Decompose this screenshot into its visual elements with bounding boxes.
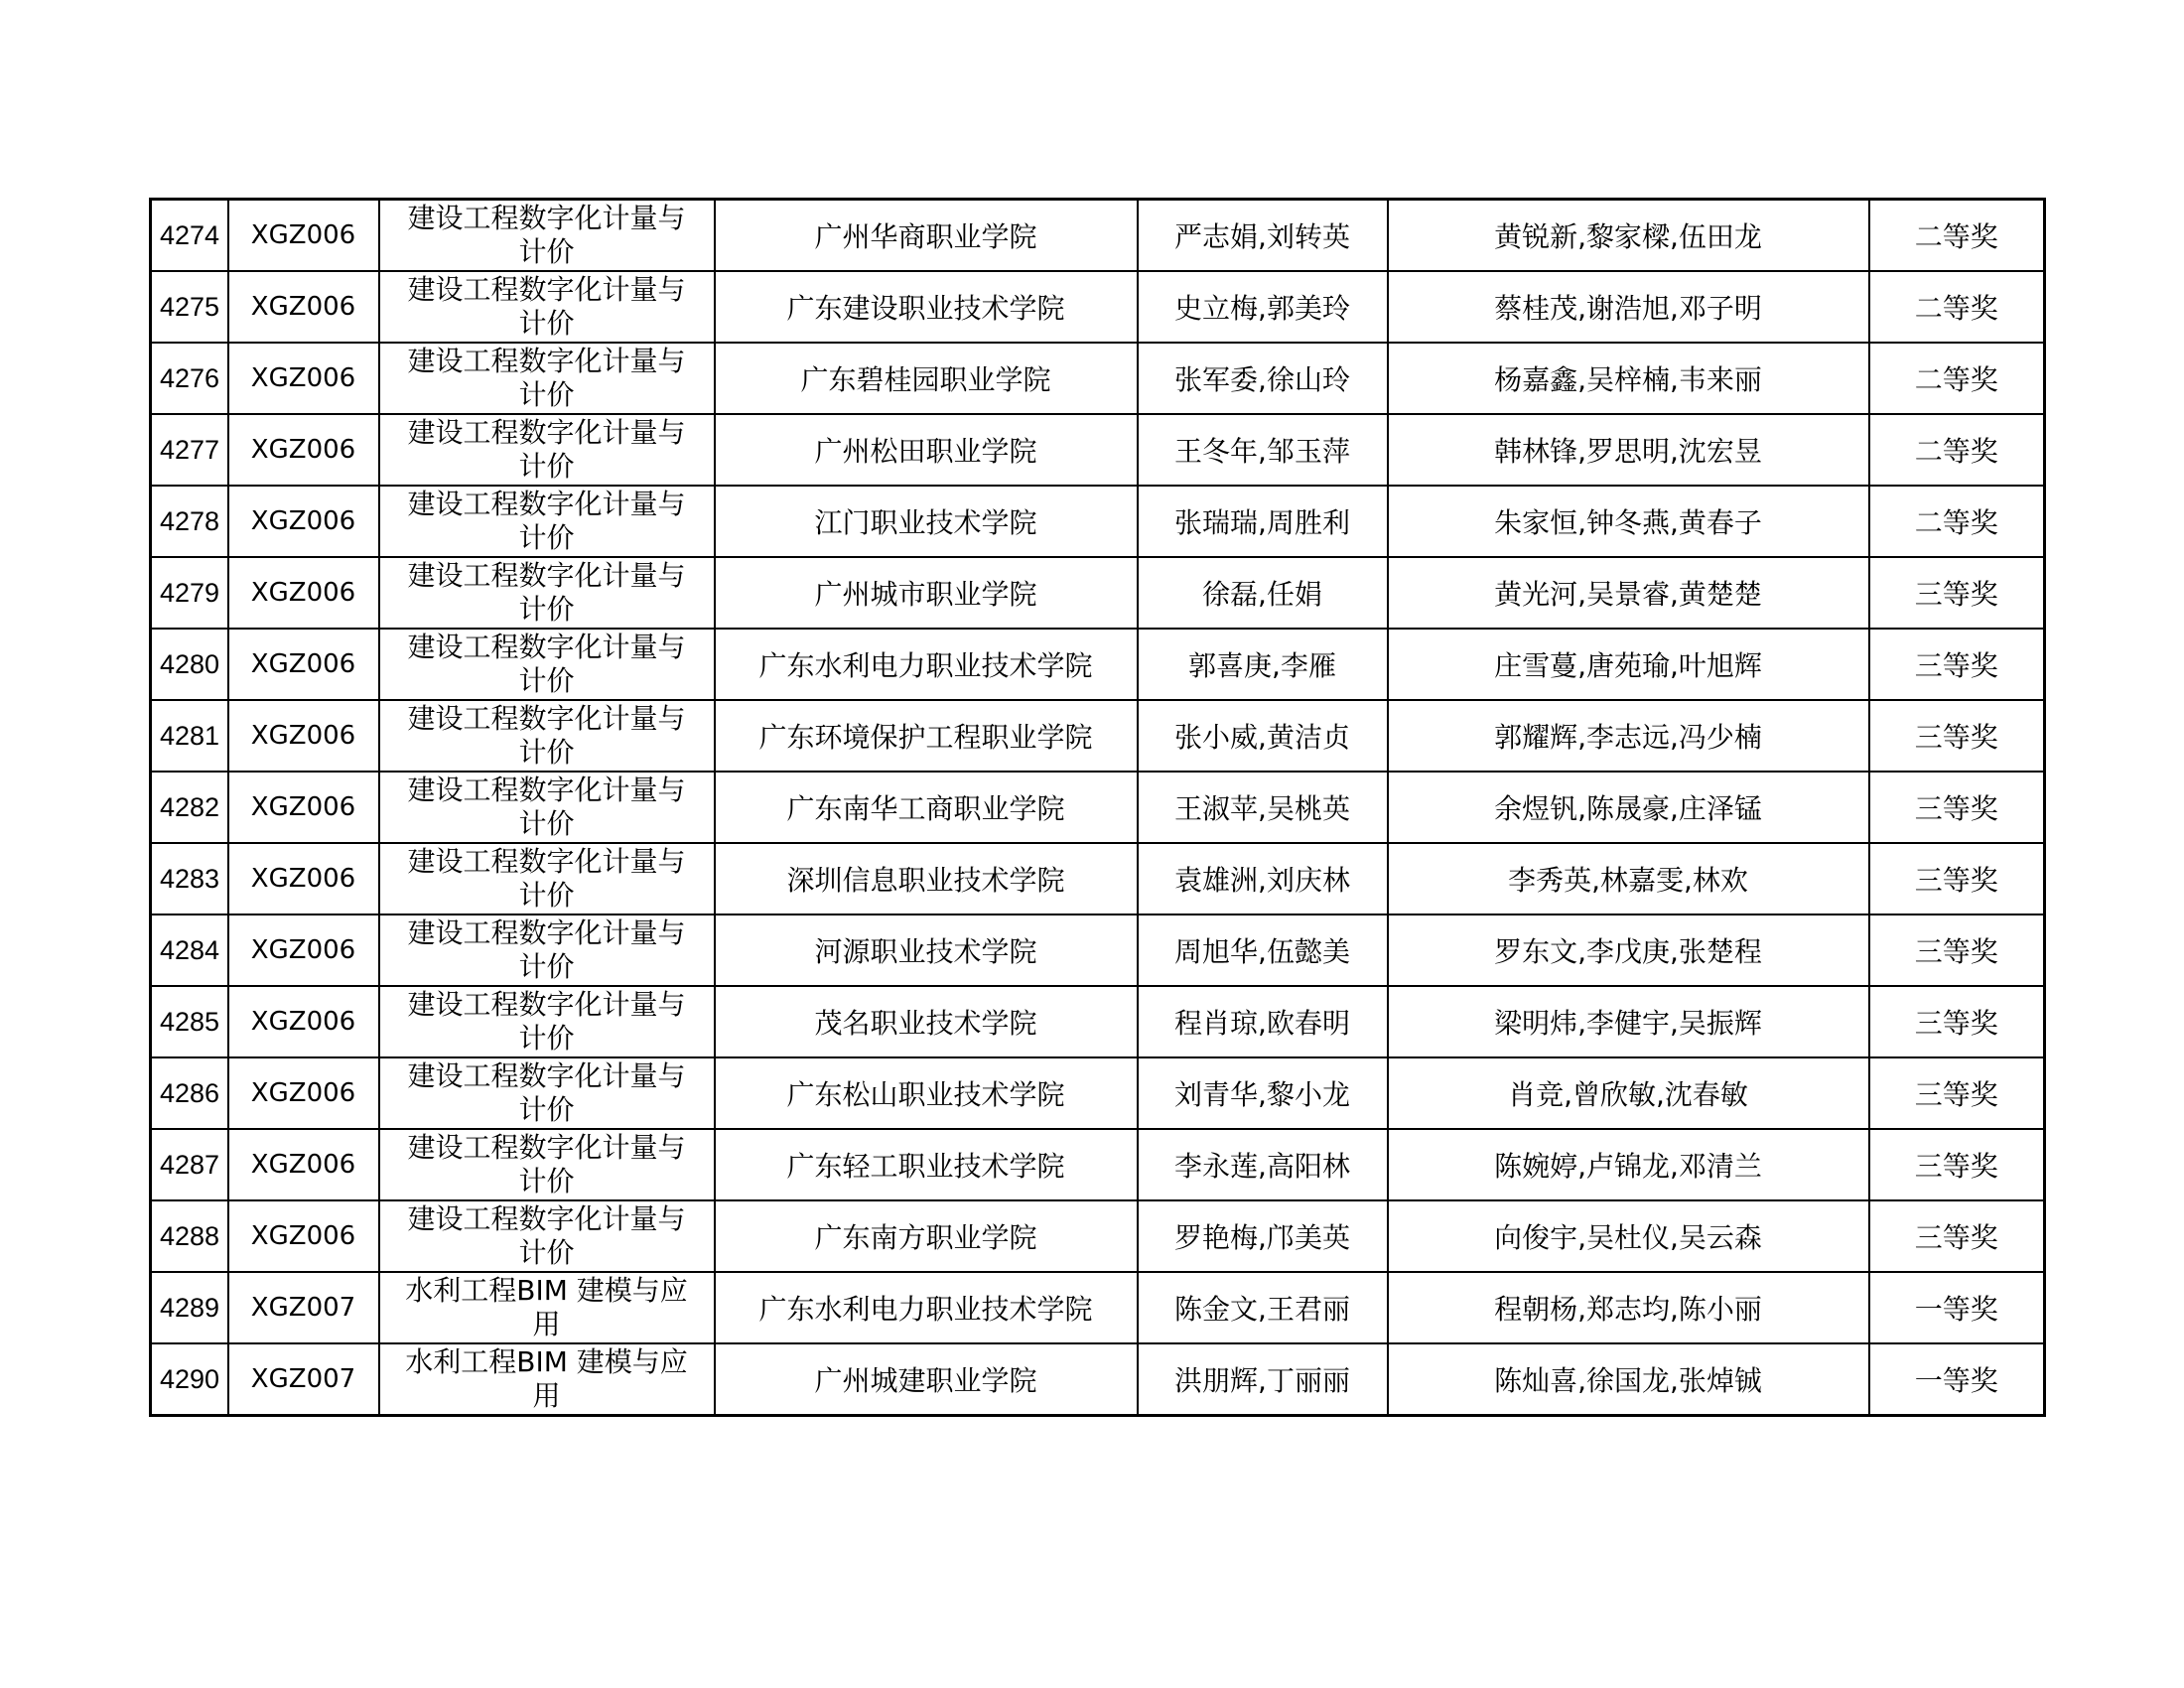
school-name-cell: 广东水利电力职业技术学院 bbox=[715, 1272, 1138, 1343]
teacher-names-cell: 徐磊,任娟 bbox=[1138, 557, 1388, 629]
school-name-cell: 广州松田职业学院 bbox=[715, 414, 1138, 486]
project-name-cell: 建设工程数字化计量与 计价 bbox=[379, 200, 715, 272]
competition-code-cell: XGZ006 bbox=[228, 700, 379, 772]
table-row bbox=[151, 557, 2045, 629]
row-number-cell: 4286 bbox=[151, 1057, 228, 1129]
row-number-cell: 4274 bbox=[151, 200, 228, 272]
teacher-names-cell: 史立梅,郭美玲 bbox=[1138, 271, 1388, 343]
student-names-cell: 庄雪蔓,唐苑瑜,叶旭辉 bbox=[1388, 629, 1869, 700]
project-name-cell: 建设工程数字化计量与 计价 bbox=[379, 629, 715, 700]
teacher-names-cell: 李永莲,高阳林 bbox=[1138, 1129, 1388, 1200]
row-number-cell: 4275 bbox=[151, 271, 228, 343]
award-level-cell: 三等奖 bbox=[1869, 1129, 2045, 1200]
row-number-cell: 4288 bbox=[151, 1200, 228, 1272]
row-number-cell: 4281 bbox=[151, 700, 228, 772]
competition-code-cell: XGZ006 bbox=[228, 343, 379, 414]
school-name-cell: 广东环境保护工程职业学院 bbox=[715, 700, 1138, 772]
teacher-names-cell: 张小威,黄洁贞 bbox=[1138, 700, 1388, 772]
teacher-names-cell: 洪朋辉,丁丽丽 bbox=[1138, 1343, 1388, 1416]
competition-code-cell: XGZ006 bbox=[228, 1129, 379, 1200]
student-names-cell: 肖竞,曾欣敏,沈春敏 bbox=[1388, 1057, 1869, 1129]
competition-code-cell: XGZ006 bbox=[228, 200, 379, 272]
award-level-cell: 一等奖 bbox=[1869, 1343, 2045, 1416]
row-number-cell: 4282 bbox=[151, 772, 228, 843]
student-names-cell: 陈婉婷,卢锦龙,邓清兰 bbox=[1388, 1129, 1869, 1200]
award-results-table bbox=[149, 198, 2046, 1417]
row-number-cell: 4280 bbox=[151, 629, 228, 700]
row-number-cell: 4290 bbox=[151, 1343, 228, 1416]
award-level-cell: 三等奖 bbox=[1869, 557, 2045, 629]
project-name-cell: 建设工程数字化计量与 计价 bbox=[379, 772, 715, 843]
project-name-cell: 建设工程数字化计量与 计价 bbox=[379, 700, 715, 772]
competition-code-cell: XGZ006 bbox=[228, 843, 379, 914]
school-name-cell: 广州华商职业学院 bbox=[715, 200, 1138, 272]
school-name-cell: 广州城市职业学院 bbox=[715, 557, 1138, 629]
teacher-names-cell: 王淑苹,吴桃英 bbox=[1138, 772, 1388, 843]
school-name-cell: 广东建设职业技术学院 bbox=[715, 271, 1138, 343]
row-number-cell: 4277 bbox=[151, 414, 228, 486]
teacher-names-cell: 罗艳梅,邝美英 bbox=[1138, 1200, 1388, 1272]
table-row bbox=[151, 271, 2045, 343]
project-name-cell: 建设工程数字化计量与 计价 bbox=[379, 1129, 715, 1200]
award-level-cell: 二等奖 bbox=[1869, 486, 2045, 557]
school-name-cell: 江门职业技术学院 bbox=[715, 486, 1138, 557]
row-number-cell: 4283 bbox=[151, 843, 228, 914]
table-row bbox=[151, 843, 2045, 914]
project-name-cell: 建设工程数字化计量与 计价 bbox=[379, 986, 715, 1057]
award-level-cell: 一等奖 bbox=[1869, 1272, 2045, 1343]
project-name-cell: 建设工程数字化计量与 计价 bbox=[379, 343, 715, 414]
row-number-cell: 4289 bbox=[151, 1272, 228, 1343]
award-level-cell: 三等奖 bbox=[1869, 772, 2045, 843]
table-row bbox=[151, 629, 2045, 700]
student-names-cell: 黄光河,吴景睿,黄楚楚 bbox=[1388, 557, 1869, 629]
competition-code-cell: XGZ006 bbox=[228, 772, 379, 843]
competition-code-cell: XGZ006 bbox=[228, 486, 379, 557]
table-row bbox=[151, 1057, 2045, 1129]
project-name-cell: 建设工程数字化计量与 计价 bbox=[379, 1200, 715, 1272]
school-name-cell: 广东碧桂园职业学院 bbox=[715, 343, 1138, 414]
competition-code-cell: XGZ006 bbox=[228, 1057, 379, 1129]
project-name-cell: 建设工程数字化计量与 计价 bbox=[379, 557, 715, 629]
school-name-cell: 深圳信息职业技术学院 bbox=[715, 843, 1138, 914]
table-row bbox=[151, 200, 2045, 272]
project-name-cell: 建设工程数字化计量与 计价 bbox=[379, 1057, 715, 1129]
table-row bbox=[151, 772, 2045, 843]
row-number-cell: 4285 bbox=[151, 986, 228, 1057]
competition-code-cell: XGZ006 bbox=[228, 986, 379, 1057]
teacher-names-cell: 周旭华,伍懿美 bbox=[1138, 914, 1388, 986]
teacher-names-cell: 程肖琼,欧春明 bbox=[1138, 986, 1388, 1057]
student-names-cell: 李秀英,林嘉雯,林欢 bbox=[1388, 843, 1869, 914]
competition-code-cell: XGZ006 bbox=[228, 914, 379, 986]
teacher-names-cell: 王冬年,邹玉萍 bbox=[1138, 414, 1388, 486]
teacher-names-cell: 陈金文,王君丽 bbox=[1138, 1272, 1388, 1343]
award-level-cell: 三等奖 bbox=[1869, 914, 2045, 986]
teacher-names-cell: 严志娟,刘转英 bbox=[1138, 200, 1388, 272]
school-name-cell: 广东轻工职业技术学院 bbox=[715, 1129, 1138, 1200]
project-name-cell: 水利工程BIM 建模与应 用 bbox=[379, 1272, 715, 1343]
student-names-cell: 朱家恒,钟冬燕,黄春子 bbox=[1388, 486, 1869, 557]
school-name-cell: 广州城建职业学院 bbox=[715, 1343, 1138, 1416]
table-body bbox=[151, 200, 2045, 1416]
school-name-cell: 广东南方职业学院 bbox=[715, 1200, 1138, 1272]
table-row bbox=[151, 414, 2045, 486]
competition-code-cell: XGZ006 bbox=[228, 1200, 379, 1272]
school-name-cell: 广东南华工商职业学院 bbox=[715, 772, 1138, 843]
student-names-cell: 蔡桂茂,谢浩旭,邓子明 bbox=[1388, 271, 1869, 343]
teacher-names-cell: 张瑞瑞,周胜利 bbox=[1138, 486, 1388, 557]
award-level-cell: 三等奖 bbox=[1869, 1200, 2045, 1272]
row-number-cell: 4284 bbox=[151, 914, 228, 986]
school-name-cell: 广东松山职业技术学院 bbox=[715, 1057, 1138, 1129]
table-row bbox=[151, 1343, 2045, 1416]
project-name-cell: 建设工程数字化计量与 计价 bbox=[379, 843, 715, 914]
student-names-cell: 杨嘉鑫,吴梓楠,韦来丽 bbox=[1388, 343, 1869, 414]
award-level-cell: 三等奖 bbox=[1869, 700, 2045, 772]
competition-code-cell: XGZ007 bbox=[228, 1272, 379, 1343]
table-row bbox=[151, 486, 2045, 557]
teacher-names-cell: 郭喜庚,李雁 bbox=[1138, 629, 1388, 700]
award-level-cell: 三等奖 bbox=[1869, 843, 2045, 914]
student-names-cell: 陈灿喜,徐国龙,张焯铖 bbox=[1388, 1343, 1869, 1416]
row-number-cell: 4278 bbox=[151, 486, 228, 557]
project-name-cell: 建设工程数字化计量与 计价 bbox=[379, 486, 715, 557]
award-level-cell: 二等奖 bbox=[1869, 200, 2045, 272]
competition-code-cell: XGZ006 bbox=[228, 271, 379, 343]
row-number-cell: 4276 bbox=[151, 343, 228, 414]
table-row bbox=[151, 343, 2045, 414]
competition-code-cell: XGZ006 bbox=[228, 414, 379, 486]
row-number-cell: 4287 bbox=[151, 1129, 228, 1200]
table-row bbox=[151, 1129, 2045, 1200]
teacher-names-cell: 袁雄洲,刘庆林 bbox=[1138, 843, 1388, 914]
student-names-cell: 韩林锋,罗思明,沈宏昱 bbox=[1388, 414, 1869, 486]
school-name-cell: 广东水利电力职业技术学院 bbox=[715, 629, 1138, 700]
table-row bbox=[151, 986, 2045, 1057]
project-name-cell: 建设工程数字化计量与 计价 bbox=[379, 914, 715, 986]
award-level-cell: 二等奖 bbox=[1869, 414, 2045, 486]
project-name-cell: 建设工程数字化计量与 计价 bbox=[379, 414, 715, 486]
student-names-cell: 郭耀辉,李志远,冯少楠 bbox=[1388, 700, 1869, 772]
teacher-names-cell: 刘青华,黎小龙 bbox=[1138, 1057, 1388, 1129]
teacher-names-cell: 张军委,徐山玲 bbox=[1138, 343, 1388, 414]
project-name-cell: 水利工程BIM 建模与应 用 bbox=[379, 1343, 715, 1416]
table-row bbox=[151, 1272, 2045, 1343]
student-names-cell: 黄锐新,黎家樑,伍田龙 bbox=[1388, 200, 1869, 272]
row-number-cell: 4279 bbox=[151, 557, 228, 629]
table-row bbox=[151, 914, 2045, 986]
table-row bbox=[151, 1200, 2045, 1272]
competition-code-cell: XGZ006 bbox=[228, 629, 379, 700]
student-names-cell: 罗东文,李戊庚,张楚程 bbox=[1388, 914, 1869, 986]
competition-code-cell: XGZ007 bbox=[228, 1343, 379, 1416]
project-name-cell: 建设工程数字化计量与 计价 bbox=[379, 271, 715, 343]
award-level-cell: 二等奖 bbox=[1869, 343, 2045, 414]
award-level-cell: 三等奖 bbox=[1869, 1057, 2045, 1129]
table-row bbox=[151, 700, 2045, 772]
school-name-cell: 茂名职业技术学院 bbox=[715, 986, 1138, 1057]
award-level-cell: 三等奖 bbox=[1869, 629, 2045, 700]
competition-code-cell: XGZ006 bbox=[228, 557, 379, 629]
school-name-cell: 河源职业技术学院 bbox=[715, 914, 1138, 986]
award-level-cell: 二等奖 bbox=[1869, 271, 2045, 343]
award-level-cell: 三等奖 bbox=[1869, 986, 2045, 1057]
student-names-cell: 向俊宇,吴杜仪,吴云森 bbox=[1388, 1200, 1869, 1272]
student-names-cell: 梁明炜,李健宇,吴振辉 bbox=[1388, 986, 1869, 1057]
student-names-cell: 程朝杨,郑志均,陈小丽 bbox=[1388, 1272, 1869, 1343]
student-names-cell: 余煜钒,陈晟豪,庄泽锰 bbox=[1388, 772, 1869, 843]
